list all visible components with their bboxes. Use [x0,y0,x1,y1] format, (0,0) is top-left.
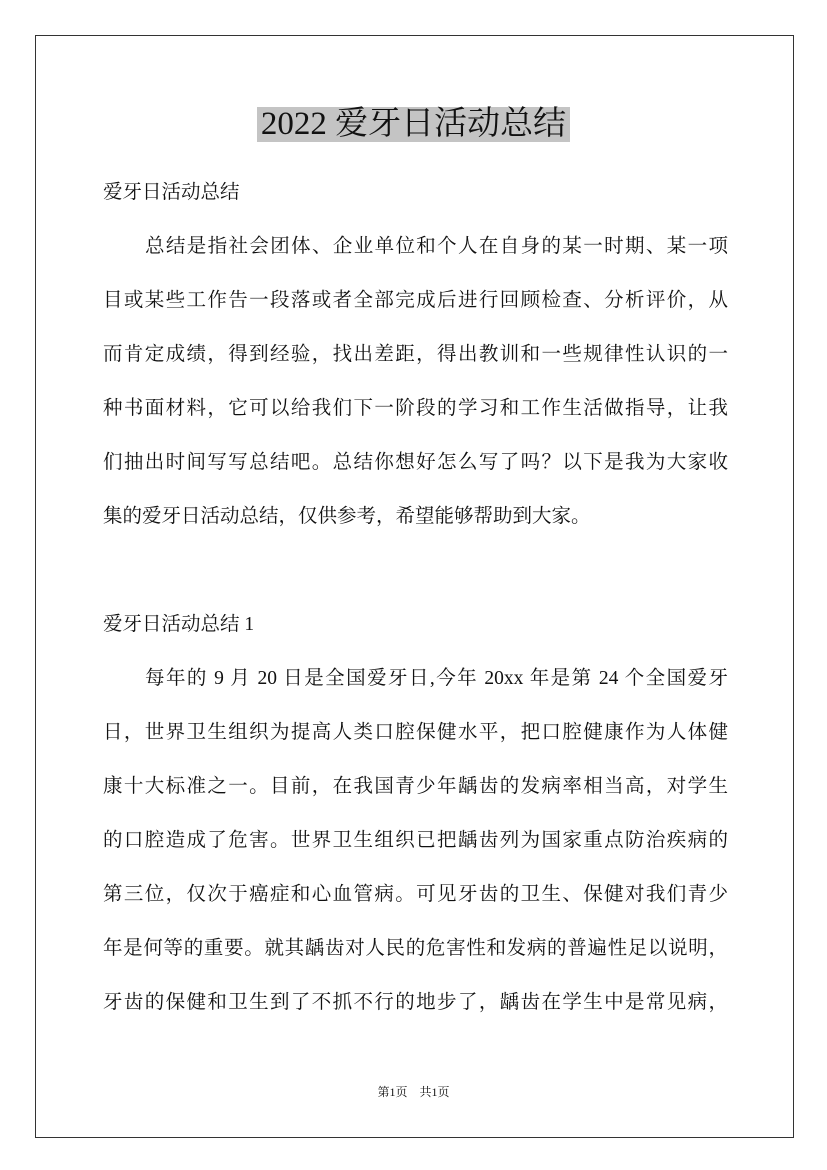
intro-line: 们抽出时间写写总结吧。总结你想好怎么写了吗？以下是我为大家收 [103,452,728,473]
intro-line: 种书面材料，它可以给我们下一阶段的学习和工作生活做指导，让我 [103,398,728,419]
document-title: 2022 爱牙日活动总结 [257,107,570,142]
document-body [103,166,728,1030]
section-line: 每年的 9 月 20 日是全国爱牙日,今年 20xx 年是第 24 个全国爱牙 [145,668,728,689]
section-line: 的口腔造成了危害。世界卫生组织已把龋齿列为国家重点防治疾病的 [103,830,728,851]
section-line: 康十大标准之一。目前，在我国青少年龋齿的发病率相当高，对学生 [103,776,728,797]
section-line: 日，世界卫生组织为提高人类口腔保健水平，把口腔健康作为人体健 [103,722,728,743]
intro-line: 而肯定成绩，得到经验，找出差距，得出教训和一些规律性认识的一 [103,344,728,365]
paragraph-spacer [103,544,728,598]
page-total: 共1页 [419,1085,450,1099]
section-line: 第三位，仅次于癌症和心血管病。可见牙齿的卫生、保健对我们青少 [103,884,728,905]
section-line: 牙齿的保健和卫生到了不抓不行的地步了，龋齿在学生中是常见病， [103,992,728,1013]
intro-line: 总结是指社会团体、企业单位和个人在自身的某一时期、某一项 [145,236,728,257]
intro-line: 目或某些工作告一段落或者全部完成后进行回顾检查、分析评价，从 [103,290,728,311]
section-line: 年是何等的重要。就其龋齿对人民的危害性和发病的普遍性足以说明， [103,938,728,959]
subtitle: 爱牙日活动总结 [103,182,240,203]
page-number: 第1页 [377,1085,408,1099]
title-container [0,107,827,142]
section-heading: 爱牙日活动总结 1 [103,614,255,635]
page-footer [0,1083,827,1101]
intro-line: 集的爱牙日活动总结，仅供参考，希望能够帮助到大家。 [103,506,591,527]
